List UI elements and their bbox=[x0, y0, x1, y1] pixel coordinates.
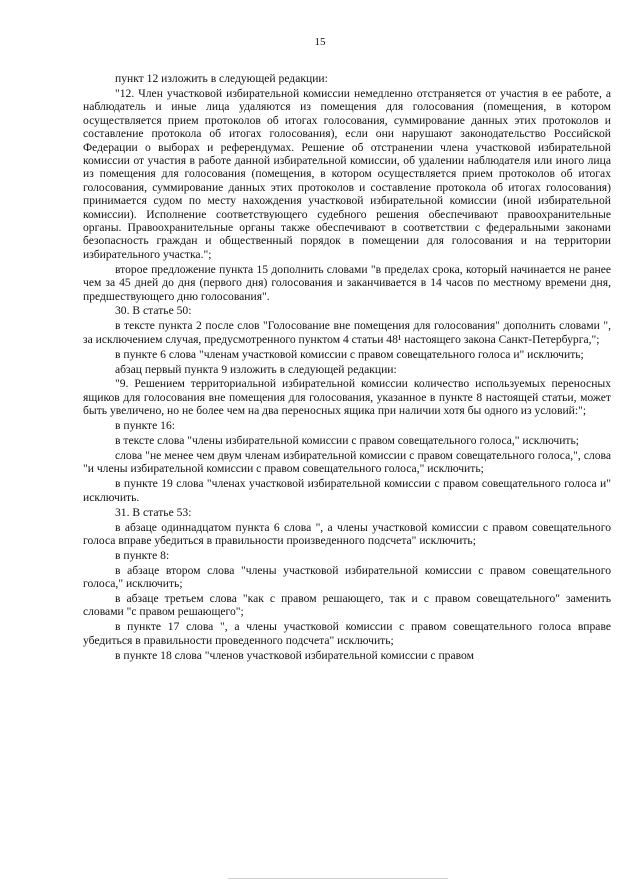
paragraph: в абзаце третьем слова "как с правом решающего, так и с правом совещательного" заменить словами "с правом решающего"; bbox=[83, 592, 611, 619]
paragraph: в пункте 19 слова "членах участковой избирательной комиссии с правом совещательного голоса и" исключить. bbox=[83, 477, 611, 504]
paragraph: в пункте 17 слова ", а члены участковой комиссии с правом совещательного голоса вправе убедиться в правильности проведенного подсчета" исключить; bbox=[83, 620, 611, 647]
paragraph: пункт 12 изложить в следующей редакции: bbox=[115, 72, 328, 85]
paragraph: в пункте 8: bbox=[115, 548, 170, 562]
paragraph: в пункте 16: bbox=[115, 419, 175, 433]
paragraph: в абзаце одиннадцатом пункта 6 слова ", а члены участковой комиссии с правом совещательного голоса вправе убедиться в правильности произведенного подсчета" исключить; bbox=[83, 520, 611, 547]
paragraph: в пункте 6 слова "членам участковой комиссии с правом совещательного голоса и" исключить; bbox=[115, 347, 584, 361]
document-body bbox=[83, 72, 611, 664]
page-number: 15 bbox=[314, 36, 326, 48]
paragraph: слова "не менее чем двум членам избирательной комиссии с правом совещательного голоса,", слова "и члены избирательной комиссии с правом совещательного голоса," исключить; bbox=[83, 448, 611, 476]
section-heading: 30. В статье 50: bbox=[115, 304, 192, 318]
paragraph: "9. Решением территориальной избирательной комиссии количество используемых переносных ящиков для голосования вне помещения для голосования, указанное в пункте 8 настоящей статьи, может быть увеличено, но не более чем на два переносных ящика при наличии хотя бы одного из условий:"; bbox=[83, 377, 611, 418]
paragraph: в тексте слова "члены избирательной комиссии с правом совещательного голоса," исключить; bbox=[115, 434, 580, 448]
paragraph: в пункте 18 слова "членов участковой избирательной комиссии с правом bbox=[115, 648, 474, 662]
paragraph: в абзаце втором слова "члены участковой избирательной комиссии с правом совещательного голоса," исключить; bbox=[83, 563, 611, 591]
paragraph: в тексте пункта 2 после слов "Голосование вне помещения для голосования" дополнить словами ", за исключением случая, предусмотренного пунктом 4 статьи 48¹ настоящего закона Санкт-Петербурга,"; bbox=[83, 319, 611, 346]
paragraph: "12. Член участковой избирательной комиссии немедленно отстраняется от участия в ее работе, а наблюдатель и иные лица удаляются из помещения для голосования (помещения, в котором осуществляется прием протоколов об итогах голосования, суммирование данных этих протоколов и составление протокола об итогах голосования), если они нарушают законодательство Российской Федерации о выборах и референдумах. Решение об отстранении члена участковой избирательной комиссии от участия в работе данной избирательной комиссии, об удалении наблюдателя или иного лица из помещения для голосования (помещения, в котором осуществляется прием протоколов об итогах голосования, суммирование данных этих протоколов и составление протокола об итогах голосования) принимается судом по месту нахождения участковой избирательной комиссии (иной избирательной комиссии). Исполнение соответствующего судебного решения обеспечивают правоохранительные органы. Правоохранительные органы также обеспечивают в соответствии с федеральными законами безопасность граждан и общественный порядок в помещении для голосования и на территории избирательного участка."; bbox=[83, 86, 611, 261]
section-heading: 31. В статье 53: bbox=[115, 505, 192, 519]
paragraph: абзац первый пункта 9 изложить в следующей редакции: bbox=[115, 362, 397, 376]
scan-artifact-line bbox=[228, 878, 448, 879]
paragraph: второе предложение пункта 15 дополнить словами "в пределах срока, который начинается не ранее чем за 45 дней до дня (первого дня) голосования и заканчивается в 14 часов по местному времени дня, предшествующего дню голосования". bbox=[83, 262, 611, 303]
